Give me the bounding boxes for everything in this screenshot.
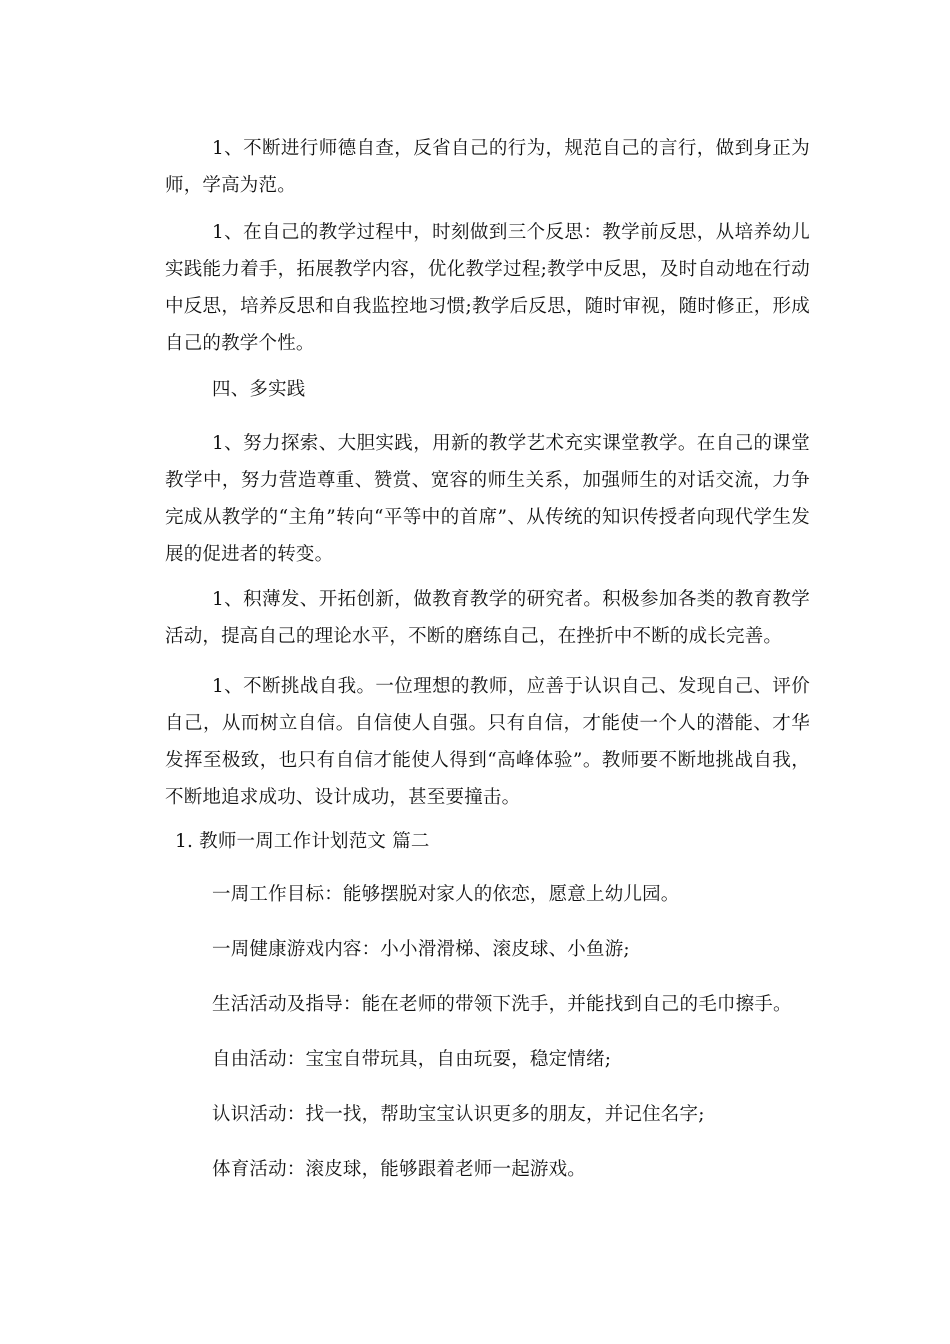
plan-item-free-activity: 自由活动：宝宝自带玩具，自由玩耍，稳定情绪; — [212, 1049, 612, 1070]
paragraph-explore-practice: 1、努力探索、大胆实践，用新的教学艺术充实课堂教学。在自己的课堂教学中，努力营造尊重、赞赏、宽容的师生关系，加强师生的对话交流，力争完成从教学的“主角”转向“平等中的首席”、从传统的知识传授者向现代学生发展的促进者的转变。 — [165, 433, 810, 565]
paragraph-innovation-research: 1、积薄发、开拓创新，做教育教学的研究者。积极参加各类的教育教学活动，提高自己的理论水平，不断的磨练自己，在挫折中不断的成长完善。 — [165, 589, 810, 647]
plan-item-goal: 一周工作目标：能够摆脱对家人的依恋，愿意上幼儿园。 — [212, 884, 680, 905]
plan-item-recognition-activity: 认识活动：找一找，帮助宝宝认识更多的朋友，并记住名字; — [212, 1104, 705, 1125]
paragraph-teaching-reflection: 1、在自己的教学过程中，时刻做到三个反思：教学前反思，从培养幼儿实践能力着手，拓展教学内容，优化教学过程;教学中反思，及时自动地在行动中反思，培养反思和自我监控地习惯;教学后反思，随时审视，随时修正，形成自己的教学个性。 — [165, 222, 810, 354]
plan-item-sports-activity: 体育活动：滚皮球，能够跟着老师一起游戏。 — [212, 1159, 587, 1180]
section-heading-practice: 四、多实践 — [212, 379, 306, 400]
plan-item-health-games: 一周健康游戏内容：小小滑滑梯、滚皮球、小鱼游; — [212, 939, 630, 960]
section-title-weekly-plan: 1. 教师一周工作计划范文 篇二 — [175, 831, 430, 852]
paragraph-self-challenge: 1、不断挑战自我。一位理想的教师，应善于认识自己、发现自己、评价自己，从而树立自信。自信使人自强。只有自信，才能使一个人的潜能、才华发挥至极致，也只有自信才能使人得到“高峰体验”。教师要不断地挑战自我，不断地追求成功、设计成功，甚至要撞击。 — [165, 676, 810, 808]
paragraph-teacher-ethics: 1、不断进行师德自查，反省自己的行为，规范自己的言行，做到身正为师，学高为范。 — [165, 138, 810, 196]
plan-item-life-activity: 生活活动及指导：能在老师的带领下洗手，并能找到自己的毛巾擦手。 — [212, 994, 792, 1015]
